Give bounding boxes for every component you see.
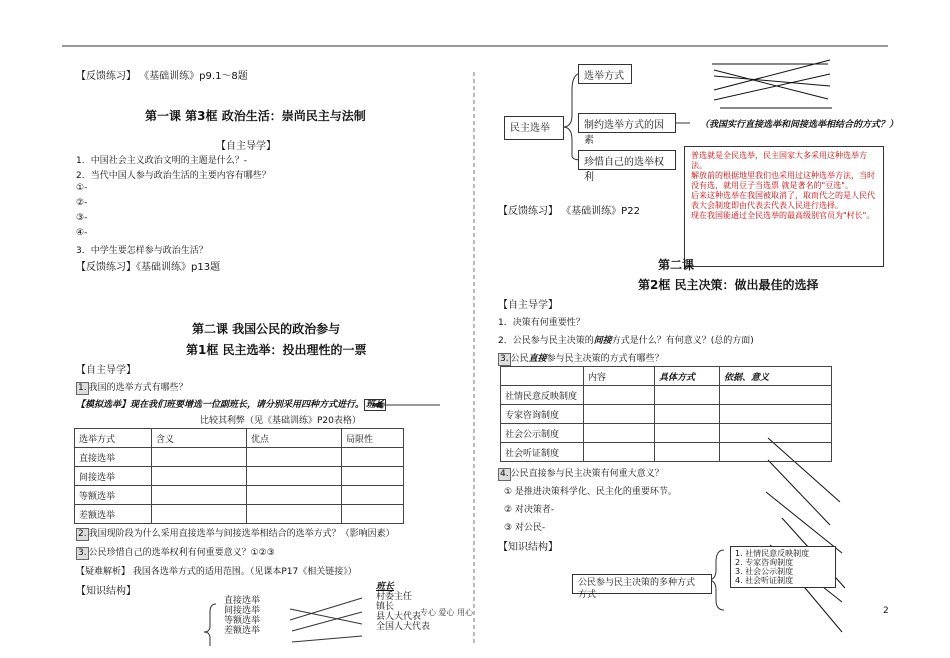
q-num-box: 2. — [78, 529, 87, 539]
klist-item: 1. 社情民意反映制度 — [735, 549, 810, 558]
red-note-line: 普选就是全民选举，民主国家大多采用这种选举方法。 — [691, 151, 867, 170]
lesson3-subtitle: 第2框 民主决策：做出最佳的选择 — [638, 278, 819, 292]
mock-election-text: 【模拟选举】现在我们班要增选一位副班长，请分别采用四种方式进行。 班长 — [76, 400, 385, 410]
table-row — [75, 505, 404, 524]
question-2: 2．当代中国人参与政治生活的主要内容有哪些？ — [76, 171, 271, 181]
q-num-box: 3. — [500, 354, 509, 364]
q2-item-3: ③- — [76, 213, 88, 223]
table-row — [501, 386, 832, 405]
tree-node-factors: 制约选举方式的因素 — [578, 113, 676, 133]
klist-item: 4. 社会听证制度 — [735, 576, 794, 585]
self-guide-1: 【自主导学】 — [216, 141, 276, 152]
right-question-3: 3. 公民直接参与民主决策的方式有哪些？ — [500, 354, 664, 364]
selection-question-3: 3. 公民珍惜自己的选举权利有何重要意义？①②③ — [78, 548, 275, 558]
right-question-1: 1．决策有何重要性？ — [498, 318, 585, 328]
table-row — [75, 486, 404, 505]
q4-item-2: ② 对决策者- — [504, 505, 555, 515]
diag-3 — [766, 492, 842, 553]
table-header: 内容 — [584, 367, 655, 386]
q2-item-2: ②- — [76, 198, 88, 208]
q4-item-1: ① 是推进决策科学化、民主化的重要环节。 — [504, 487, 677, 497]
self-guide-2: 【自主导学】 — [76, 365, 136, 376]
footer-text: 专心 爱心 用心 — [420, 608, 474, 617]
table-row — [501, 424, 832, 443]
right-question-2: 2．公民参与民主决策的间接方式是什么？有何意义？(总的方面) — [498, 336, 754, 346]
q2-item-1: ①- — [76, 183, 88, 193]
page-number: 2 — [883, 606, 889, 616]
table-cell: 差额选举 — [75, 505, 152, 524]
table-row — [75, 448, 404, 467]
tree-node-method: 选举方式 — [578, 64, 632, 84]
table-header: 优点 — [247, 429, 342, 448]
table-row — [501, 443, 832, 462]
table-cell: 专家咨询制度 — [501, 405, 584, 424]
table-header: 含义 — [152, 429, 247, 448]
role-item: 全国人大代表 — [376, 622, 431, 632]
role-item: 村委主任 — [376, 592, 413, 602]
self-guide-3: 【自主导学】 — [498, 300, 558, 311]
compare-note: 比较其利弊（见《基础训练》P20表格） — [200, 416, 361, 426]
right-question-4: 4. 公民直接参与民主决策有何重大意义？ — [500, 469, 664, 479]
table-cell: 直接选举 — [75, 448, 152, 467]
knowledge-structure-1: 【知识结构】 — [76, 586, 136, 597]
q2-item-4: ④- — [76, 228, 88, 238]
table-cell: 社会公示制度 — [501, 424, 584, 443]
q-num-box: 4. — [500, 469, 509, 479]
lesson2-title: 第二课 我国公民的政治参与 — [192, 322, 341, 336]
table-header: 局限性 — [342, 429, 404, 448]
red-note-box — [684, 146, 884, 267]
decision-table — [500, 366, 832, 462]
table-cell: 社会听证制度 — [501, 443, 584, 462]
difficulty-analysis: 【疑难解析】 我国各选举方式的适用范围。（见课本P17《相关链接》） — [76, 567, 357, 577]
table-cell: 社情民意反映制度 — [501, 386, 584, 405]
table-row — [501, 367, 832, 386]
lesson1-title: 第一课 第3框 政治生活：崇尚民主与法制 — [145, 109, 366, 123]
table-row — [501, 405, 832, 424]
table-header: 具体方式 — [655, 367, 720, 386]
role-item: 镇长 — [376, 602, 395, 612]
klist-item: 2. 专家咨询制度 — [735, 558, 794, 567]
table-row — [75, 429, 404, 448]
table-header: 选举方式 — [75, 429, 152, 448]
klist-item: 3. 社会公示制度 — [735, 567, 794, 576]
table-row — [75, 467, 404, 486]
red-note-line: 后来这种选举在我国被取消了，取而代之的是人民代表大会制度即由代表去代表人民进行选择。 — [691, 191, 875, 210]
table-header: 依据、意义 — [720, 367, 832, 386]
methods-list — [224, 596, 260, 636]
methods-brace — [204, 604, 216, 646]
knowledge-box: 公民参与民主决策的多种方式 方式 — [572, 574, 712, 594]
knowledge-list-box — [730, 546, 836, 588]
table-cell: 间接选举 — [75, 467, 152, 486]
feedback-exercise-1: 【反馈练习】 《基础训练》p9.1～8题 — [76, 71, 248, 82]
feedback-exercise-3: 【反馈练习】 《基础训练》P22 — [498, 206, 640, 217]
method-item: 差额选举 — [224, 626, 261, 636]
q-num-box: 1. — [78, 383, 87, 393]
question-3: 3．中学生要怎样参与政治生活？ — [76, 246, 208, 256]
q4-item-3: ③ 对公民- — [504, 523, 546, 533]
red-note-line: 现在我国能通过全民选举的最高级别官员为"村长"。 — [691, 211, 875, 220]
role-item: 县人大代表 — [376, 612, 422, 622]
tree-question: （我国实行直接选举和间接选举相结合的方式？） — [700, 120, 899, 130]
q-num-box: 3. — [78, 548, 87, 558]
diag-6 — [800, 582, 842, 632]
table-cell: 等额选举 — [75, 486, 152, 505]
table-header — [501, 367, 584, 386]
red-note-line: 解放前的根据地里我们也采用过这种选举方法，当时没有选，就用豆子当选票 就是著名的"豆选"。 — [691, 171, 875, 190]
kbox-cut-text: 方式 — [578, 590, 597, 600]
selection-question-1: 1. 我国的选举方式有哪些？ — [78, 383, 188, 393]
feedback-exercise-2: 【反馈练习】《基础训练》p13题 — [76, 262, 221, 273]
method-item: 间接选举 — [224, 606, 261, 616]
lesson-hidden-title: 第二课 — [658, 258, 695, 272]
knowledge-structure-2: 【知识结构】 — [498, 542, 558, 553]
method-item: 等额选举 — [224, 616, 261, 626]
role-item: 班长 — [376, 582, 395, 592]
tree-root-box: 民主选举 — [504, 116, 564, 140]
method-item: 直接选举 — [224, 596, 261, 606]
question-1: 1．中国社会主义政治文明的主题是什么？- — [76, 156, 247, 166]
tree-node-rights: 珍惜自己的选举权利 — [578, 150, 676, 170]
match-line-4 — [292, 636, 362, 642]
mock-tag: 班长 — [366, 400, 385, 410]
election-table — [74, 428, 404, 524]
lesson2-subtitle: 第1框 民主选举：投出理性的一票 — [186, 343, 367, 357]
selection-question-2: 2. 我国现阶段为什么采用直接选举与间接选举相结合的选举方式？（影响因素） — [78, 529, 395, 539]
diag-2 — [768, 460, 830, 525]
